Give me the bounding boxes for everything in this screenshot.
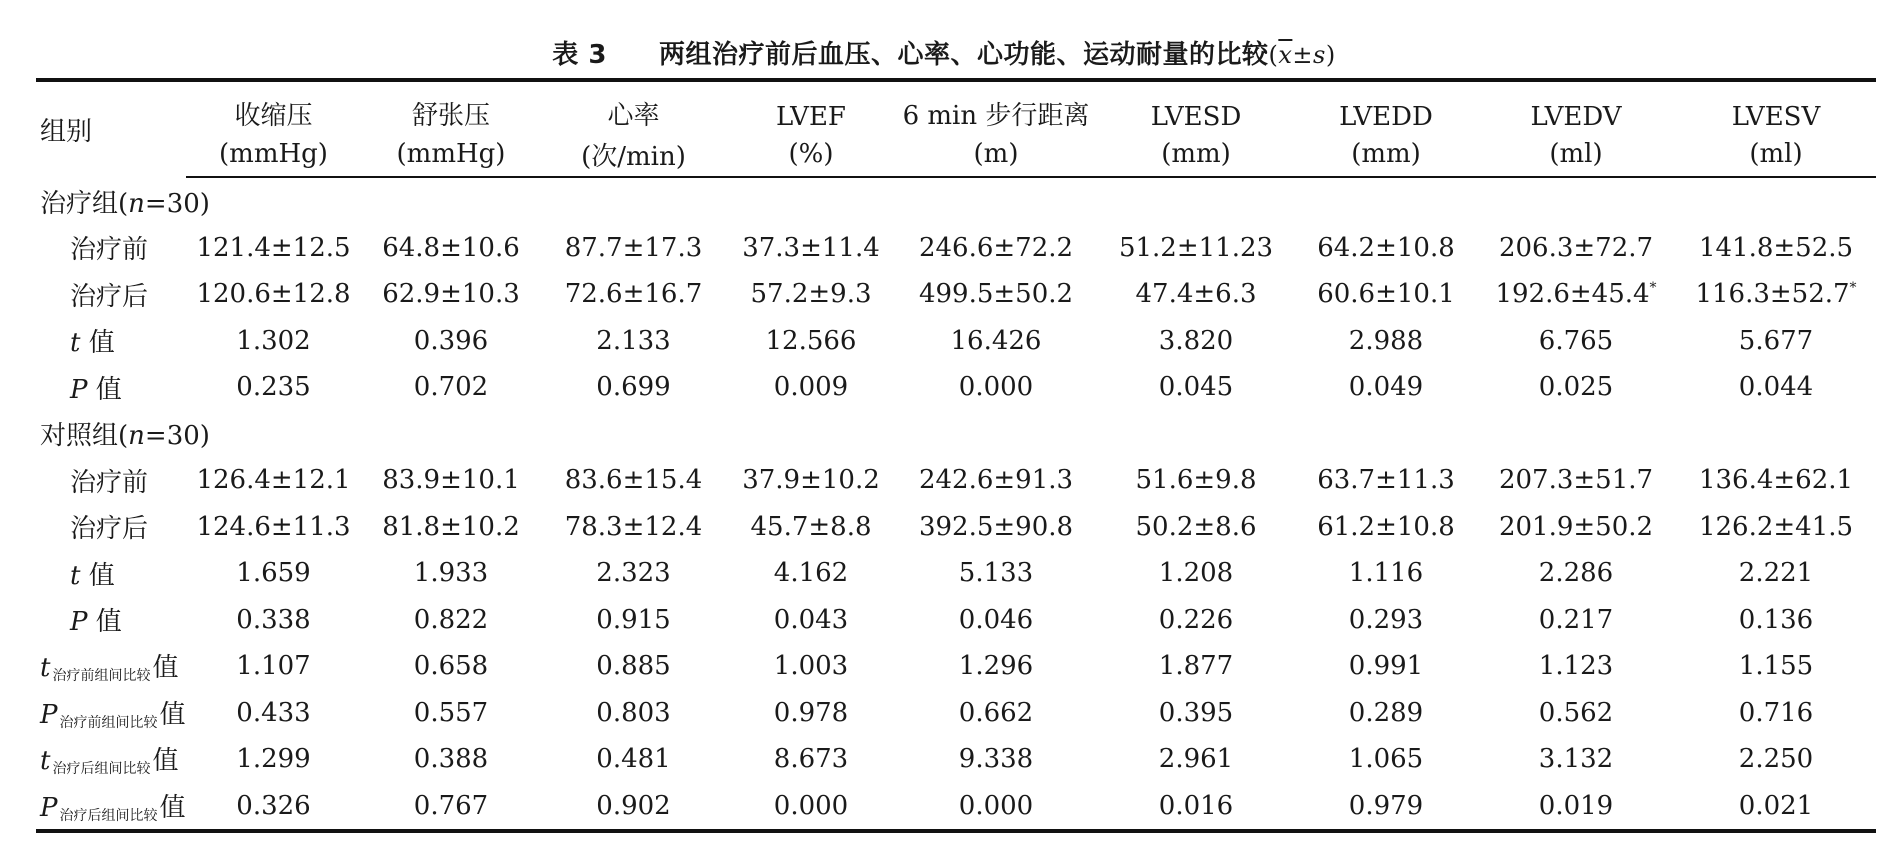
table-cell: 0.000 — [958, 372, 1034, 403]
column-header: 6 min 步行距离 — [896, 80, 1096, 132]
table-cell: 51.6±9.8 — [1135, 465, 1257, 496]
header-row-names — [36, 80, 1876, 132]
stat-notation: $(\overline{x}\pm s)$ — [1268, 41, 1336, 69]
table-cell: 0.716 — [1738, 697, 1814, 728]
table-cell: 0.226 — [1158, 604, 1234, 635]
table-cell: 0.000 — [726, 783, 896, 832]
table-cell: 51.2±11.23 — [1118, 232, 1274, 263]
table-cell: 2.323 — [596, 558, 671, 589]
table-cell: 141.8±52.5 — [1698, 232, 1854, 263]
column-unit: (ml) — [1476, 132, 1676, 177]
table-cell: 3.820 — [1158, 325, 1234, 356]
table-cell: 0.885 — [596, 651, 671, 682]
table-cell: 121.4±12.5 — [196, 232, 351, 263]
table-cell: 5.677 — [1738, 325, 1814, 356]
comparison-table — [36, 78, 1876, 833]
table-cell: 0.396 — [413, 325, 489, 356]
table-cell: 61.2±10.8 — [1317, 511, 1455, 542]
table-cell: 83.9±10.1 — [382, 465, 520, 496]
table-cell: 499.5±50.2 — [918, 279, 1074, 310]
table-cell: 0.025 — [1538, 372, 1614, 403]
table-cell: 2.286 — [1538, 558, 1614, 589]
table-cell: 47.4±6.3 — [1135, 279, 1257, 310]
table-cell: 1.933 — [413, 558, 489, 589]
table-cell: 0.000 — [896, 783, 1096, 832]
row-label: P 治疗后组间比较值 — [36, 783, 186, 832]
table-cell: 81.8±10.2 — [382, 511, 520, 542]
column-header: LVEF — [726, 80, 896, 132]
table-row — [36, 271, 1876, 318]
table-cell: 0.991 — [1348, 651, 1424, 682]
table-cell: 4.162 — [773, 558, 849, 589]
table-cell: 1.003 — [773, 651, 849, 682]
row-label: P 值 — [70, 607, 122, 638]
row-label: 治疗后 — [70, 514, 149, 545]
row-label: t 治疗前组间比较值 — [40, 653, 179, 685]
table-cell: 0.235 — [236, 372, 311, 403]
table-cell: 50.2±8.6 — [1135, 511, 1257, 542]
table-caption — [0, 34, 1888, 71]
table-cell: 63.7±11.3 — [1317, 465, 1455, 496]
table-cell: 126.2±41.5 — [1698, 511, 1854, 542]
table-row — [36, 643, 1876, 690]
row-label: 治疗前 — [70, 467, 149, 498]
row-label: t 值 — [70, 560, 115, 591]
table-cell: 0.979 — [1296, 783, 1476, 832]
table-cell: 0.046 — [958, 604, 1034, 635]
table-row — [36, 736, 1876, 783]
table-cell: 0.293 — [1348, 604, 1424, 635]
table-cell: 0.016 — [1096, 783, 1296, 832]
table-cell: 0.044 — [1738, 372, 1814, 403]
table-cell: 1.208 — [1158, 558, 1234, 589]
table-cell: 0.217 — [1538, 604, 1614, 635]
table-cell: 72.6±16.7 — [564, 279, 703, 310]
table-cell: 136.4±62.1 — [1698, 465, 1854, 496]
table-cell: 1.155 — [1738, 651, 1814, 682]
table-cell: 0.045 — [1158, 372, 1234, 403]
table-cell: 1.299 — [236, 744, 311, 775]
table-cell: 201.9±50.2 — [1498, 511, 1654, 542]
column-unit: (%) — [726, 132, 896, 177]
table-cell: 206.3±72.7 — [1498, 232, 1654, 263]
section-row-treatment — [36, 177, 1876, 225]
table-cell: 1.123 — [1538, 651, 1614, 682]
table-cell-marked: 192.6±45.4* — [1495, 279, 1657, 310]
table-cell: 0.481 — [596, 744, 671, 775]
column-unit: (次/min) — [541, 132, 726, 177]
section-label-control: 对照组(n=30) — [40, 421, 210, 452]
table-row — [36, 783, 1876, 832]
header-row-units — [36, 132, 1876, 177]
table-title: 两组治疗前后血压、心率、心功能、运动耐量的比较 — [658, 40, 1269, 70]
table-row — [36, 225, 1876, 272]
table-cell: 0.902 — [541, 783, 726, 832]
table-cell: 12.566 — [765, 325, 857, 356]
table-cell: 0.658 — [413, 651, 489, 682]
table-cell: 0.803 — [596, 697, 671, 728]
table-cell: 0.388 — [413, 744, 489, 775]
table-cell: 0.557 — [413, 697, 489, 728]
table-cell: 1.877 — [1158, 651, 1234, 682]
table-cell: 45.7±8.8 — [750, 511, 872, 542]
table-cell: 0.338 — [236, 604, 311, 635]
table-row — [36, 597, 1876, 644]
table-cell: 0.136 — [1738, 604, 1814, 635]
table-cell: 120.6±12.8 — [196, 279, 351, 310]
table-cell: 1.296 — [958, 651, 1034, 682]
table-cell: 0.702 — [413, 372, 489, 403]
column-header: 心率 — [541, 80, 726, 132]
table-cell: 0.562 — [1538, 697, 1614, 728]
table-cell: 5.133 — [958, 558, 1034, 589]
table-cell: 78.3±12.4 — [564, 511, 703, 542]
table-cell: 0.009 — [773, 372, 849, 403]
row-label: P 值 — [70, 374, 122, 405]
column-unit: (mmHg) — [361, 132, 541, 177]
section-label-treatment: 治疗组(n=30) — [40, 188, 210, 219]
table-cell: 64.2±10.8 — [1317, 232, 1455, 263]
column-header: LVESD — [1096, 80, 1296, 132]
table-cell: 0.822 — [413, 604, 489, 635]
table-cell: 1.116 — [1348, 558, 1424, 589]
section-row-control — [36, 411, 1876, 458]
table-cell: 242.6±91.3 — [918, 465, 1074, 496]
table-row — [36, 457, 1876, 504]
table-cell: 0.662 — [958, 697, 1034, 728]
table-cell: 37.3±11.4 — [742, 232, 880, 263]
column-header: LVEDV — [1476, 80, 1676, 132]
table-cell: 0.049 — [1348, 372, 1424, 403]
column-header: 舒张压 — [361, 80, 541, 132]
table-row — [36, 318, 1876, 365]
table-cell: 0.019 — [1476, 783, 1676, 832]
significance-mark: * — [1849, 280, 1857, 297]
column-unit: (mm) — [1096, 132, 1296, 177]
table-cell: 0.767 — [361, 783, 541, 832]
row-label: P 治疗前组间比较值 — [40, 699, 186, 731]
table-cell-marked: 116.3±52.7* — [1695, 279, 1857, 310]
table-cell: 126.4±12.1 — [196, 465, 351, 496]
row-label: t 治疗后组间比较值 — [40, 746, 179, 778]
group-header: 组别 — [36, 80, 186, 177]
column-unit: (mmHg) — [186, 132, 361, 177]
significance-mark: * — [1649, 280, 1657, 297]
table-cell: 124.6±11.3 — [196, 511, 351, 542]
table-cell: 62.9±10.3 — [382, 279, 520, 310]
row-label: 治疗后 — [70, 281, 149, 312]
table-cell: 246.6±72.2 — [918, 232, 1074, 263]
column-header: LVEDD — [1296, 80, 1476, 132]
row-label: 治疗前 — [70, 235, 149, 266]
table-cell: 0.433 — [236, 697, 311, 728]
table-cell: 0.395 — [1158, 697, 1234, 728]
table-cell: 2.250 — [1738, 744, 1814, 775]
table-cell: 0.289 — [1348, 697, 1424, 728]
table-row — [36, 550, 1876, 597]
table-cell: 6.765 — [1538, 325, 1614, 356]
table-cell: 2.133 — [596, 325, 671, 356]
table-cell: 57.2±9.3 — [750, 279, 872, 310]
row-label: t 值 — [70, 328, 115, 359]
column-unit: (m) — [896, 132, 1096, 177]
table-cell: 8.673 — [773, 744, 849, 775]
table-cell: 16.426 — [950, 325, 1042, 356]
column-unit: (mm) — [1296, 132, 1476, 177]
table-cell: 60.6±10.1 — [1317, 279, 1455, 310]
table-cell: 392.5±90.8 — [918, 511, 1074, 542]
table-cell: 1.107 — [236, 651, 311, 682]
table-cell: 64.8±10.6 — [382, 232, 520, 263]
table-cell: 2.961 — [1158, 744, 1234, 775]
table-row — [36, 504, 1876, 551]
table-row — [36, 364, 1876, 411]
column-header: 收缩压 — [186, 80, 361, 132]
table-cell: 87.7±17.3 — [564, 232, 703, 263]
table-cell: 2.988 — [1348, 325, 1424, 356]
table-cell: 207.3±51.7 — [1498, 465, 1654, 496]
column-unit: (ml) — [1676, 132, 1876, 177]
table-cell: 0.915 — [596, 604, 671, 635]
table-cell: 1.302 — [236, 325, 311, 356]
table-cell: 37.9±10.2 — [742, 465, 880, 496]
table-number: 表 3 — [552, 40, 607, 70]
table-cell: 2.221 — [1738, 558, 1814, 589]
table-cell: 83.6±15.4 — [564, 465, 703, 496]
table-cell: 3.132 — [1538, 744, 1614, 775]
table-cell: 9.338 — [958, 744, 1034, 775]
table-cell: 0.978 — [773, 697, 849, 728]
column-header: LVESV — [1676, 80, 1876, 132]
table-cell: 0.021 — [1676, 783, 1876, 832]
table-cell: 0.326 — [186, 783, 361, 832]
table-row — [36, 690, 1876, 737]
table-cell: 0.699 — [596, 372, 671, 403]
table-cell: 1.659 — [236, 558, 311, 589]
table-cell: 0.043 — [773, 604, 849, 635]
table-cell: 1.065 — [1348, 744, 1424, 775]
